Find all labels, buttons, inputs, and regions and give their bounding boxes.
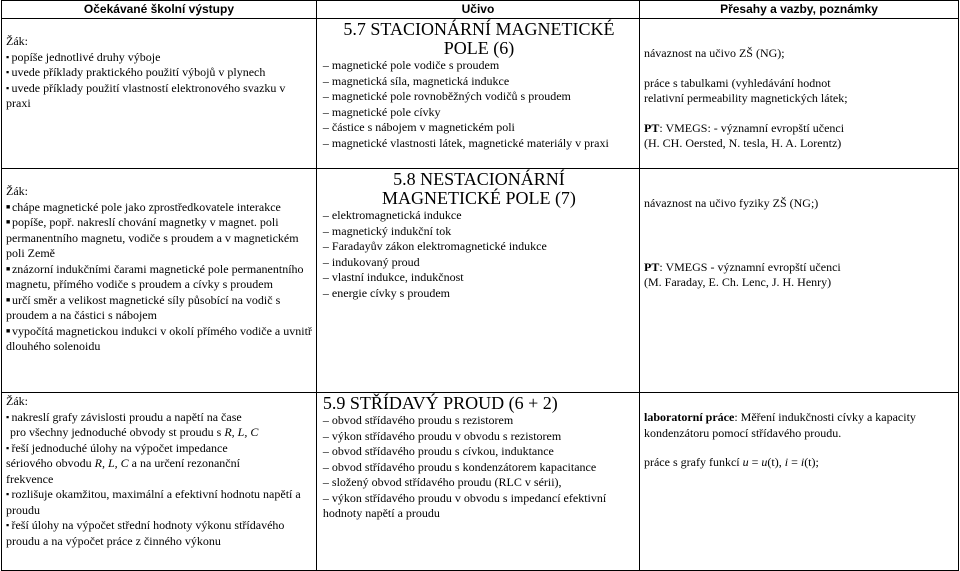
note-line: (M. Faraday, E. Ch. Lenc, J. H. Henry) bbox=[643, 275, 832, 289]
list-item: ▪ popíše jednotlivé druhy výboje bbox=[6, 50, 312, 66]
list-item: – magnetický indukční tok bbox=[323, 224, 635, 240]
list-item: ■ popíše, popř. nakreslí chování magnetky v magnet. poli permanentního magnetu, vodiče s proudem a v magnetickém poli Země bbox=[6, 215, 312, 262]
header-row bbox=[2, 1, 959, 19]
list-item: – obvod střídavého proudu s cívkou, induktance bbox=[323, 444, 635, 460]
list-item: ■ určí směr a velikost magnetické síly působící na vodič s proudem a na částici s nábojem bbox=[6, 293, 312, 324]
list-item: – obvod střídavého proudu s rezistorem bbox=[323, 413, 635, 429]
note-line: relativní permeability magnetických látek; bbox=[643, 91, 848, 105]
curriculum-table bbox=[1, 0, 959, 571]
note-line: (H. CH. Oersted, N. tesla, H. A. Lorentz) bbox=[643, 136, 842, 150]
outcomes-cell bbox=[2, 19, 317, 169]
student-label: Žák: bbox=[6, 184, 28, 198]
list-item: ■ znázorní indukčními čarami magnetické pole permanentního magnetu, přímého vodiče s proudem a cívky s proudem bbox=[6, 262, 312, 293]
student-label: Žák: bbox=[6, 394, 28, 408]
section-heading: 5.9 STŘÍDAVÝ PROUD (6 + 2) bbox=[322, 393, 558, 413]
list-item: – vlastní indukce, indukčnost bbox=[323, 270, 635, 286]
list-item: – magnetické pole cívky bbox=[323, 105, 635, 121]
list-item: – obvod střídavého proudu s kondenzátorem kapacitance bbox=[323, 460, 635, 476]
list-item: – částice s nábojem v magnetickém poli bbox=[323, 120, 635, 136]
list-item: ■ vypočítá magnetickou indukci v okolí přímého vodiče a uvnitř dlouhého solenoidu bbox=[6, 324, 312, 355]
note-line: PT: VMEGS - významní evropští učenci bbox=[643, 259, 841, 274]
section-heading: 5.7 STACIONÁRNÍ MAGNETICKÉ POLE (6) bbox=[343, 19, 615, 58]
links-cell bbox=[639, 169, 958, 393]
note-line: práce s tabulkami (vyhledávání hodnot bbox=[643, 75, 831, 90]
list-item: ▪ řeší úlohy na výpočet střední hodnoty výkonu střídavého proudu a na výpočet práce z činného výkonu bbox=[6, 518, 312, 549]
table-row bbox=[2, 393, 959, 571]
section-heading: 5.8 NESTACIONÁRNÍ MAGNETICKÉ POLE (7) bbox=[381, 169, 576, 208]
list-item: – magnetické vlastnosti látek, magnetické materiály v praxi bbox=[323, 136, 635, 152]
note-line: práce s grafy funkcí u = u(t), i = i(t); bbox=[643, 455, 819, 469]
outcomes-cell bbox=[2, 393, 317, 571]
list-item: pro všechny jednoduché obvody st proudu s R, L, C bbox=[10, 425, 259, 439]
note-line: návaznost na učivo ZŠ (NG); bbox=[643, 46, 785, 60]
list-item: ▪ rozlišuje okamžitou, maximální a efektivní hodnotu napětí a proudu bbox=[6, 487, 312, 518]
list-item: ■ chápe magnetické pole jako zprostředkovatele interakce bbox=[6, 200, 312, 216]
note-line: návaznost na učivo fyziky ZŠ (NG;) bbox=[643, 196, 819, 210]
links-cell bbox=[639, 393, 958, 571]
list-item: sériového obvodu R, L, C a na určení rezonanční bbox=[6, 456, 240, 470]
links-cell bbox=[639, 19, 958, 169]
list-item: – magnetická síla, magnetická indukce bbox=[323, 74, 635, 90]
list-item: – magnetické pole rovnoběžných vodičů s proudem bbox=[323, 89, 635, 105]
list-item: ▪ nakreslí grafy závislosti proudu a napětí na čase bbox=[6, 410, 312, 426]
content-cell bbox=[316, 169, 639, 393]
note-line: laboratorní práce: Měření indukčnosti cívky a kapacity kondenzátoru pomocí střídavého proudu. bbox=[643, 410, 916, 440]
list-item: – složený obvod střídavého proudu (RLC v sérii), bbox=[323, 475, 635, 491]
header-content: Učivo bbox=[316, 1, 639, 19]
list-item: ▪ řeší jednoduché úlohy na výpočet impedance bbox=[6, 441, 312, 457]
header-links: Přesahy a vazby, poznámky bbox=[639, 1, 958, 19]
list-item: – výkon střídavého proudu v obvodu s impedancí efektivní hodnoty napětí a proudu bbox=[323, 491, 635, 522]
list-item: – Faradayův zákon elektromagnetické indukce bbox=[323, 239, 635, 255]
table-row bbox=[2, 19, 959, 169]
list-item: – výkon střídavého proudu v obvodu s rezistorem bbox=[323, 429, 635, 445]
list-item: ▪ uvede příklady použití vlastností elektronového svazku v praxi bbox=[6, 81, 312, 112]
student-label: Žák: bbox=[6, 34, 28, 48]
list-item: – indukovaný proud bbox=[323, 255, 635, 271]
list-item: – elektromagnetická indukce bbox=[323, 208, 635, 224]
content-cell bbox=[316, 19, 639, 169]
outcomes-cell bbox=[2, 169, 317, 393]
list-item: – magnetické pole vodiče s proudem bbox=[323, 58, 635, 74]
list-item: – energie cívky s proudem bbox=[323, 286, 635, 302]
header-outcomes: Očekávané školní výstupy bbox=[2, 1, 317, 19]
list-item: frekvence bbox=[6, 471, 54, 486]
table-row bbox=[2, 169, 959, 393]
list-item: ▪ uvede příklady praktického použití výbojů v plynech bbox=[6, 65, 312, 81]
content-cell bbox=[316, 393, 639, 571]
note-line: PT: VMEGS: - významní evropští učenci bbox=[643, 120, 845, 135]
